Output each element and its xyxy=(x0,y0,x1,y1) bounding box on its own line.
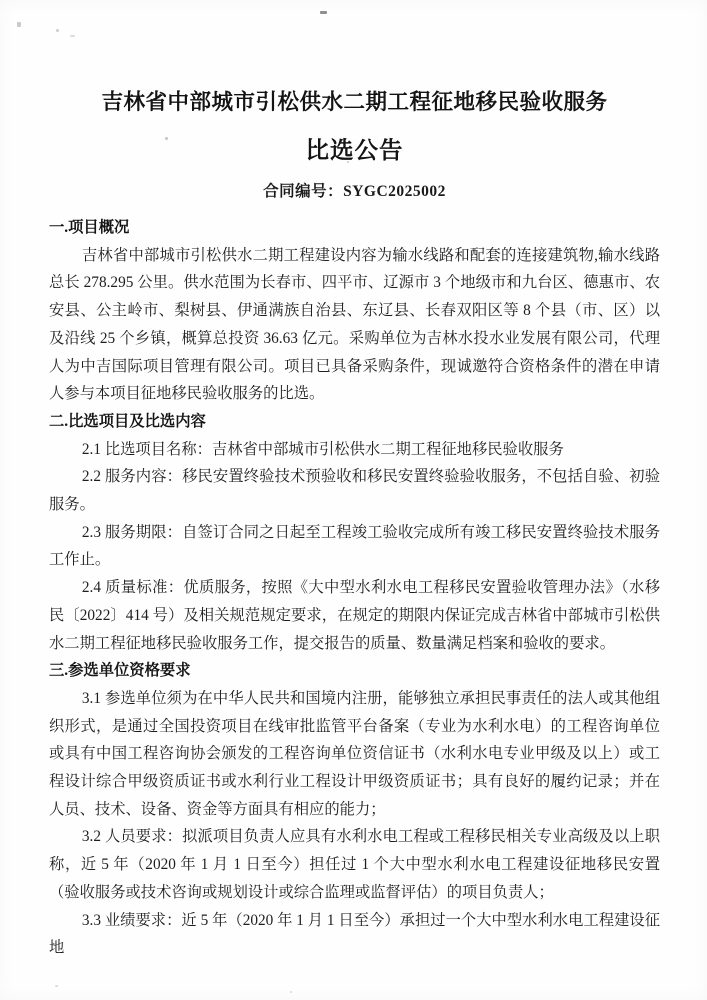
contract-number: 合同编号：SYGC2025002 xyxy=(263,183,446,200)
document-content xyxy=(49,0,660,962)
document-subtitle: 比选公告 xyxy=(305,138,404,164)
paragraph: 2.3 服务期限：自签订合同之日起至工程竣工验收完成所有竣工移民安置终验技术服务工作止。 xyxy=(49,523,660,569)
scan-artifact xyxy=(290,991,292,993)
paragraph: 2.2 服务内容：移民安置终验技术预验收和移民安置终验验收服务，不包括自验、初验服务。 xyxy=(49,468,660,514)
paragraph: 3.2 人员要求：拟派项目负责人应具有水利水电工程或工程移民相关专业高级及以上职称，近 5 年（2020 年 1 月 1 日至今）担任过 1 个大中型水利水电工程建设征地移民安置（验收服务或技术咨询或规划设计或综合监理或监督评估）的项目负责人； xyxy=(49,828,660,901)
paragraph: 3.3 业绩要求：近 5 年（2020 年 1 月 1 日至今）承担过一个大中型水利水电工程建设征地 xyxy=(49,911,660,957)
document-body xyxy=(49,214,660,962)
paragraph: 2.4 质量标准：优质服务，按照《大中型水利水电工程移民安置验收管理办法》（水移民〔2022〕414 号）及相关规范规定要求，在规定的期限内保证完成吉林省中部城市引松供水二期工程征地移民验收服务工作，提交报告的质量、数量满足档案和验收的要求。 xyxy=(49,579,660,652)
paragraph: 吉林省中部城市引松供水二期工程建设内容为输水线路和配套的连接建筑物,输水线路总长 278.295 公里。供水范围为长春市、四平市、辽源市 3 个地级市和九台区、德惠市、农安县、公主岭市、梨树县、伊通满族自治县、东辽县、长春双阳区等 8 个县（市、区）以及沿线 25 个乡镇，概算总投资 36.63 亿元。采购单位为吉林水投水业发展有限公司，代理人为中吉国际项目管理有限公司。项目已具备采购条件，现诚邀符合资格条件的潜在申请人参与本项目征地移民验收服务的比选。 xyxy=(49,246,660,403)
section-heading-project-overview: 一.项目概况 xyxy=(49,219,130,236)
scan-artifact xyxy=(17,22,21,27)
scan-artifact xyxy=(55,985,58,987)
section-heading-qualification-requirements: 三.参选单位资格要求 xyxy=(49,662,191,680)
section-heading-selection-items: 二.比选项目及比选内容 xyxy=(49,412,206,430)
document-title: 吉林省中部城市引松供水二期工程征地移民验收服务 xyxy=(101,90,608,114)
paragraph: 2.1 比选项目名称：吉林省中部城市引松供水二期工程征地移民验收服务 xyxy=(81,440,564,458)
paragraph: 3.1 参选单位须为在中华人民共和国境内注册，能够独立承担民事责任的法人或其他组织形式，是通过全国投资项目在线审批监管平台备案（专业为水利水电）的工程咨询单位或具有中国工程咨询协会颁发的工程咨询单位资信证书（水利水电专业甲级及以上）或工程设计综合甲级资质证书或水利行业工程设计甲级资质证书；具有良好的履约记录；并在人员、技术、设备、资金等方面具有相应的能力； xyxy=(49,689,660,818)
